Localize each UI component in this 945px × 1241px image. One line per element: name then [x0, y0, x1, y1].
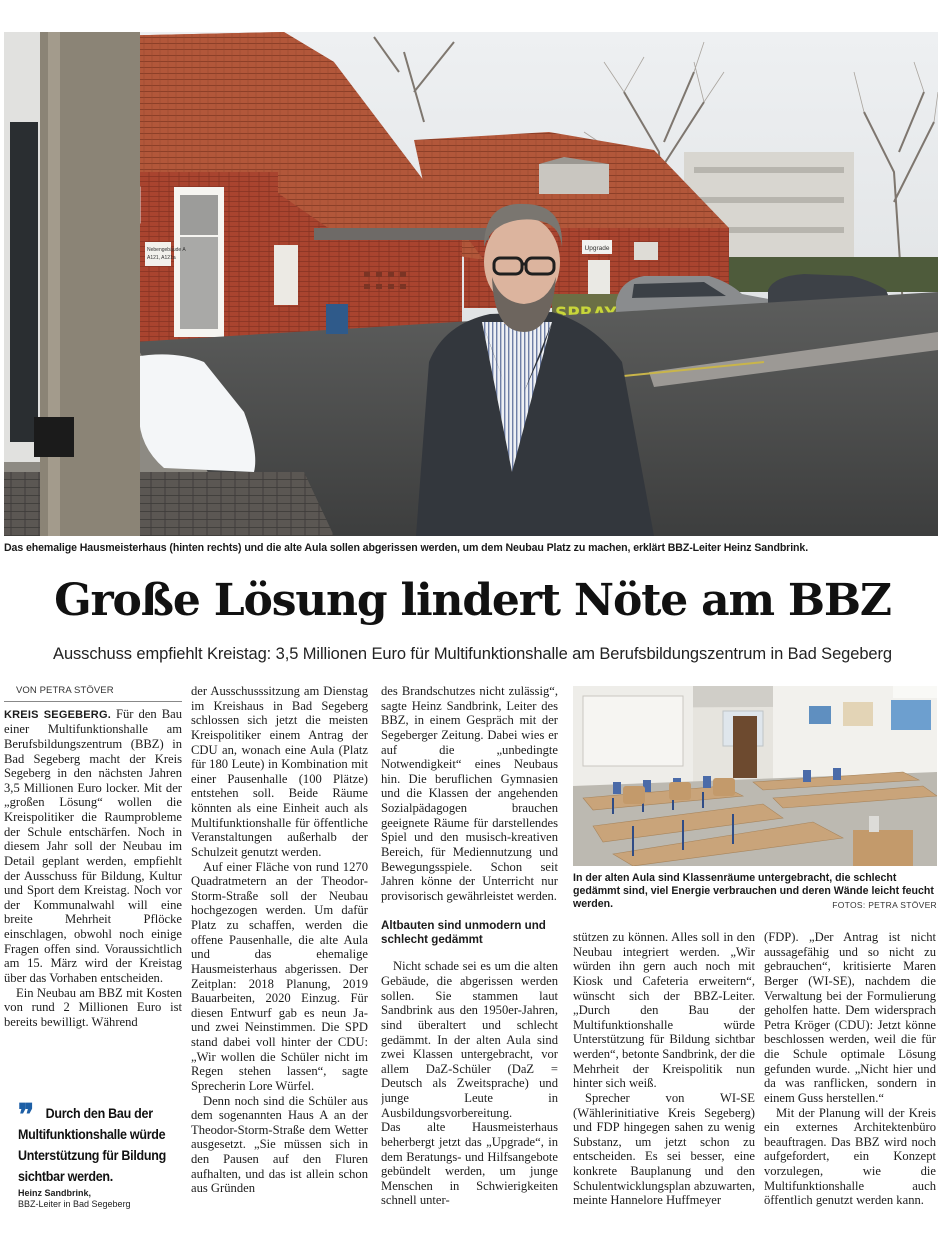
byline: VON PETRA STÖVER: [4, 684, 182, 702]
article-column-2: [191, 684, 368, 1230]
article-column-5: [764, 930, 936, 1230]
paragraph: Sprecher von WI-SE (Wählerinitiative Kreis Segeberg) und FDP hingegen sahen zu wenig Substanz, um jetzt schon zu entscheiden. Es sei besser, eine konkrete Bauplanung und den Schulentwicklungsplan abzuwarten, meinte Hannelore Huffmeyer: [573, 1090, 755, 1208]
svg-text:Upgrade: Upgrade: [584, 245, 610, 252]
quote-mark-icon: ❞: [18, 1098, 35, 1133]
paragraph: Ein Neubau am BBZ mit Kosten von rund 2 Millionen Euro ist bereits bewilligt. Während: [4, 985, 182, 1029]
pull-quote-text: Durch den Bau der Multifunktionshalle würde Unterstützung für Bildung sichtbar werden.: [18, 1106, 167, 1184]
headline: Große Lösung lindert Nöte am BBZ: [54, 575, 891, 626]
door-sign-text: Nebengebäude A: [147, 247, 186, 253]
article-column-3: [381, 684, 558, 1230]
article-column-1: [4, 684, 182, 1074]
lead-paragraph: KREIS SEGEBERG. Für den Bau einer Multifunktionshalle am Berufsbildungszentrum (BBZ) in Bad Segeberg macht der Kreis Segeberg in den nächsten Jahren 3,5 Millionen Euro locker. Mit der „großen Lösung“ wollen die Kreispolitiker die Raumprobleme der Schule entschärfen. Noch in diesem Jahr soll der Neubau im Detail geplant werden, empfiehlt der Ausschuss für Bildung, Kultur und Sport dem Kreistag. Noch vor der Kommunalwahl will eine breite Mehrheit Pflöcke einschlagen, obwohl noch einige Fragen offen sind. Voraussichtlich am 15. März wird der Kreistag über das Vorhaben entscheiden.: [4, 706, 182, 985]
dateline: KREIS SEGEBERG.: [4, 708, 111, 721]
pull-quote: [18, 1098, 183, 1209]
main-photo: [4, 32, 938, 536]
paragraph: (FDP). „Der Antrag ist nicht aussagefähig und so nicht zu gebrauchen“, kritisierte Maren Berger (WI-SE), nachdem die Verwaltung bei der Formulierung geholfen hatte. Dem widersprach Petra Kröger (CDU): Jetzt könne beschlossen werden, weil die für die Schule optimale Lösung gefunden wurde. „Nicht hier und da was ranflicken, sondern in einem Guss herstellen.“: [764, 930, 936, 1105]
subhead: Altbauten sind unmodern und schlecht gedämmt: [381, 919, 546, 947]
paragraph: stützen zu können. Alles soll in den Neubau integriert werden. „Wir würden ihn gern auch noch mit Kiosk und Cafeteria erweitern“, wünscht sich der BBZ-Leiter. „Durch den Bau der Multifunktionshalle würde Unterstützung für Bildung sichtbar werden“, betonte Sandbrink, der die Mehrheit der Kreispolitik nun hinter sich weiß.: [573, 930, 755, 1091]
article-column-4: [573, 930, 755, 1230]
main-photo-caption: Das ehemalige Hausmeisterhaus (hinten rechts) und die alte Aula sollen abgerissen werden, um dem Neubau Platz zu machen, erklärt BBZ-Leiter Heinz Sandbrink.: [4, 542, 809, 554]
door-sign: [145, 242, 171, 266]
pull-quote-author-name: Heinz Sandbrink,: [18, 1188, 92, 1198]
paragraph: Denn noch sind die Schüler aus dem sogenannten Haus A an der Theodor-Storm-Straße dem Wetter ausgesetzt. „Sie müssen sich in den Pausen auf den Fluren aufhalten, und das ist allein schon aus Gründen: [191, 1093, 368, 1196]
school-yard-illustration: [4, 32, 938, 536]
paragraph: des Brandschutzes nicht zulässig“, sagte Heinz Sandbrink, Leiter des BBZ, in einem Gespräch mit der Segeberger Zeitung. Dabei wies er auf die „unbedingte Notwendigkeit“ eines Neubaus hin. Die beruflichen Gymnasien und die Klassen der angehenden Sozialpädagogen brauchen geeignete Räume für darstellendes Spiel und den musisch-kreativen Bereich, für Mediennutzung und Bewegungsspiele. Schon seit Jahren könne der Unterricht nur provisorisch gewährleistet werden.: [381, 684, 558, 903]
classroom-photo: [573, 686, 937, 866]
photo-credit: FOTOS: PETRA STÖVER: [832, 900, 937, 910]
pull-quote-author: [18, 1188, 183, 1209]
pull-quote-author-role: BBZ-Leiter in Bad Segeberg: [18, 1198, 131, 1209]
classroom-photo-caption: In der alten Aula sind Klassenräume untergebracht, die schlecht gedämmt sind, viel Energie verbrauchen und deren Wände leicht feucht werden.: [573, 872, 934, 911]
door-sign-text: A121, A121a: [147, 255, 176, 261]
paragraph: Nicht schade sei es um die alten Gebäude, die abgerissen werden sollen. Sie stammen laut Sandbrink aus den 1950er-Jahren, sind überaltert und schlecht gedämmt. In der alten Aula sind zwei Klassen untergebracht, vor allem DaZ-Schüler (DaZ = Deutsch als Zweitsprache) und junge Leute in Ausbildungsvorbereitung.: [381, 959, 558, 1120]
classroom-illustration: [573, 686, 937, 866]
paragraph: Auf einer Fläche von rund 1270 Quadratmetern an der Theodor-Storm-Straße soll der Neubau hochgezogen werden. Um dafür Platz zu schaffen, werden die offene Pausenhalle, die alte Aula und das ehemalige Hausmeisterhaus abgerissen. Der Zeitplan: 2018 Planung, 2019 Bauarbeiten, 2020 Einzug. Für diesen Entwurf gab es neun Ja- und zwei Neinstimmen. Die SPD stand dabei voll hinter der CDU: „Wir wollen die Schüler nicht im Regen stehen lassen“, sagte Sprecherin Lore Würfel.: [191, 859, 368, 1093]
subheadline: Ausschuss empfiehlt Kreistag: 3,5 Millionen Euro für Multifunktionshalle am Berufsbildungszentrum in Bad Segeberg: [53, 645, 892, 663]
paragraph: Mit der Planung will der Kreis ein externes Architektenbüro beauftragen. Das BBZ wird noch aufgefordert, ein Konzept vorzulegen, wie die Multifunktionshalle auch öffentlich genutzt werden kann.: [764, 1105, 936, 1208]
paragraph: Das alte Hausmeisterhaus beherbergt jetzt das „Upgrade“, in dem Beratungs- und Hilfsangebote gebündelt werden, um junge Menschen in Schwierigkeiten schnell unter-: [381, 1120, 558, 1208]
paragraph: der Ausschusssitzung am Dienstag im Kreishaus in Bad Segeberg schlossen sich jetzt die meisten Kreispolitiker einem Antrag der CDU an, wonach eine Aula (Platz für 180 Leute) in Kombination mit einer Pausenhalle (100 Plätze) entstehen soll. Beide Räume könnten als eine Einheit auch als Multifunktionshalle für öffentliche Veranstaltungen außerhalb der Schulzeit genutzt werden.: [191, 684, 368, 859]
